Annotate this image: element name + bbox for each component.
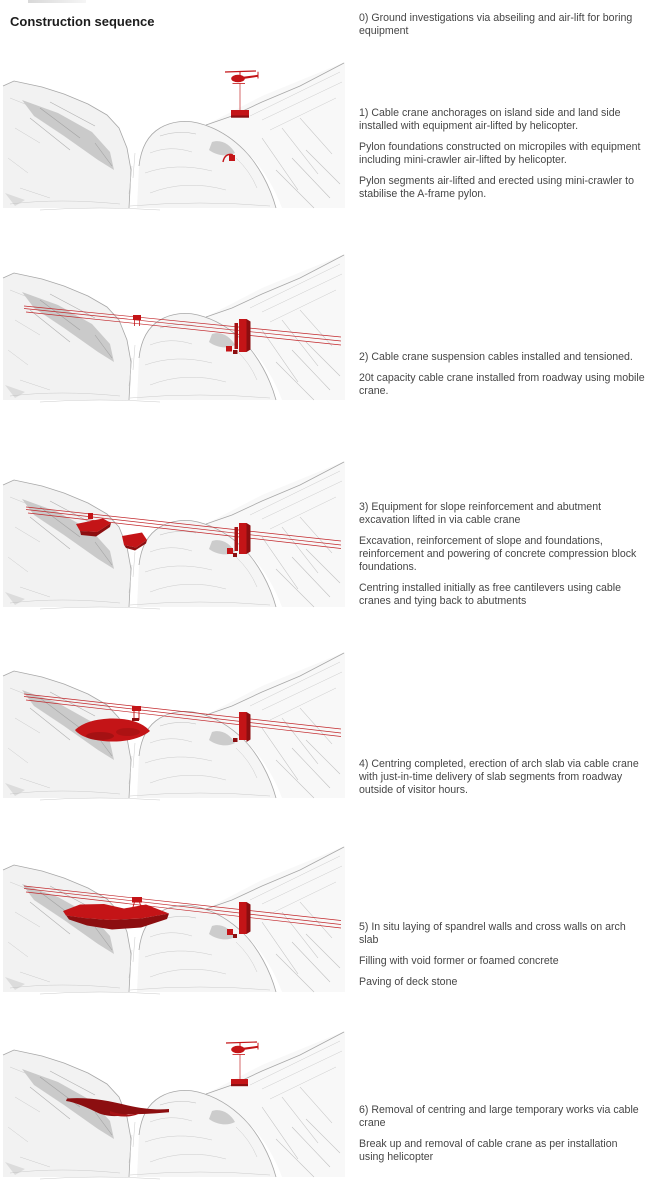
step-paragraph: Break up and removal of cable crane as per installation using helicopter (359, 1138, 618, 1163)
step-paragraph: 4) Centring completed, erection of arch slab via cable crane with just-in-time delivery of slab segments from roadway outside of visitor hours. (359, 758, 639, 796)
step-paragraph: 0) Ground investigations via abseiling and air-lift for boring equipment (359, 12, 633, 37)
anchor-block-shape (88, 513, 93, 519)
step-paragraph: Centring installed initially as free cantilevers using cable cranes and tying back to abutments (359, 582, 622, 607)
step-3-text (359, 501, 645, 616)
page-title: Construction sequence (10, 14, 155, 29)
cable-trolley-icon (133, 315, 141, 326)
step-paragraph: Filling with void former or foamed concrete (359, 955, 559, 967)
step-paragraph: 20t capacity cable crane installed from roadway using mobile crane. (359, 372, 645, 397)
step-paragraph: Pylon foundations constructed on micropiles with equipment including mini-crawler air-lifted by helicopter. (359, 141, 641, 166)
step-paragraph: 3) Equipment for slope reinforcement and abutment excavation lifted in via cable crane (359, 501, 602, 526)
step-6-text (359, 1104, 645, 1172)
airlifted-load-icon (231, 1079, 248, 1086)
step-paragraph: 2) Cable crane suspension cables installed and tensioned. (359, 351, 633, 363)
airlifted-load-icon (231, 110, 249, 118)
illustration-step-3 (0, 648, 345, 808)
step-5-text (359, 921, 645, 997)
step-paragraph: 1) Cable crane anchorages on island side and land side installed with equipment air-lifted by helicopter. (359, 107, 621, 132)
step-1-text (359, 107, 645, 209)
step-paragraph: Pylon segments air-lifted and erected using mini-crawler to stabilise the A-frame pylon. (359, 175, 634, 200)
helicopter-icon (226, 1042, 258, 1055)
step-2-text (359, 351, 645, 406)
illustration-step-4 (0, 842, 345, 1002)
step-paragraph: Excavation, reinforcement of slope and foundations, reinforcement and powering of concrete compression block foundations. (359, 535, 637, 573)
illustration-step-1 (0, 250, 345, 410)
step-paragraph: 6) Removal of centring and large temporary works via cable crane (359, 1104, 639, 1129)
helicopter-icon (225, 71, 258, 84)
scan-artifact (28, 0, 86, 3)
step-0-text (359, 12, 645, 46)
step-paragraph: 5) In situ laying of spandrel walls and cross walls on arch slab (359, 921, 626, 946)
illustration-step-2 (0, 457, 345, 617)
illustration-step-6 (0, 1027, 345, 1187)
illustration-step-0 (0, 58, 345, 218)
step-4-text (359, 758, 645, 805)
step-paragraph: Paving of deck stone (359, 976, 458, 988)
